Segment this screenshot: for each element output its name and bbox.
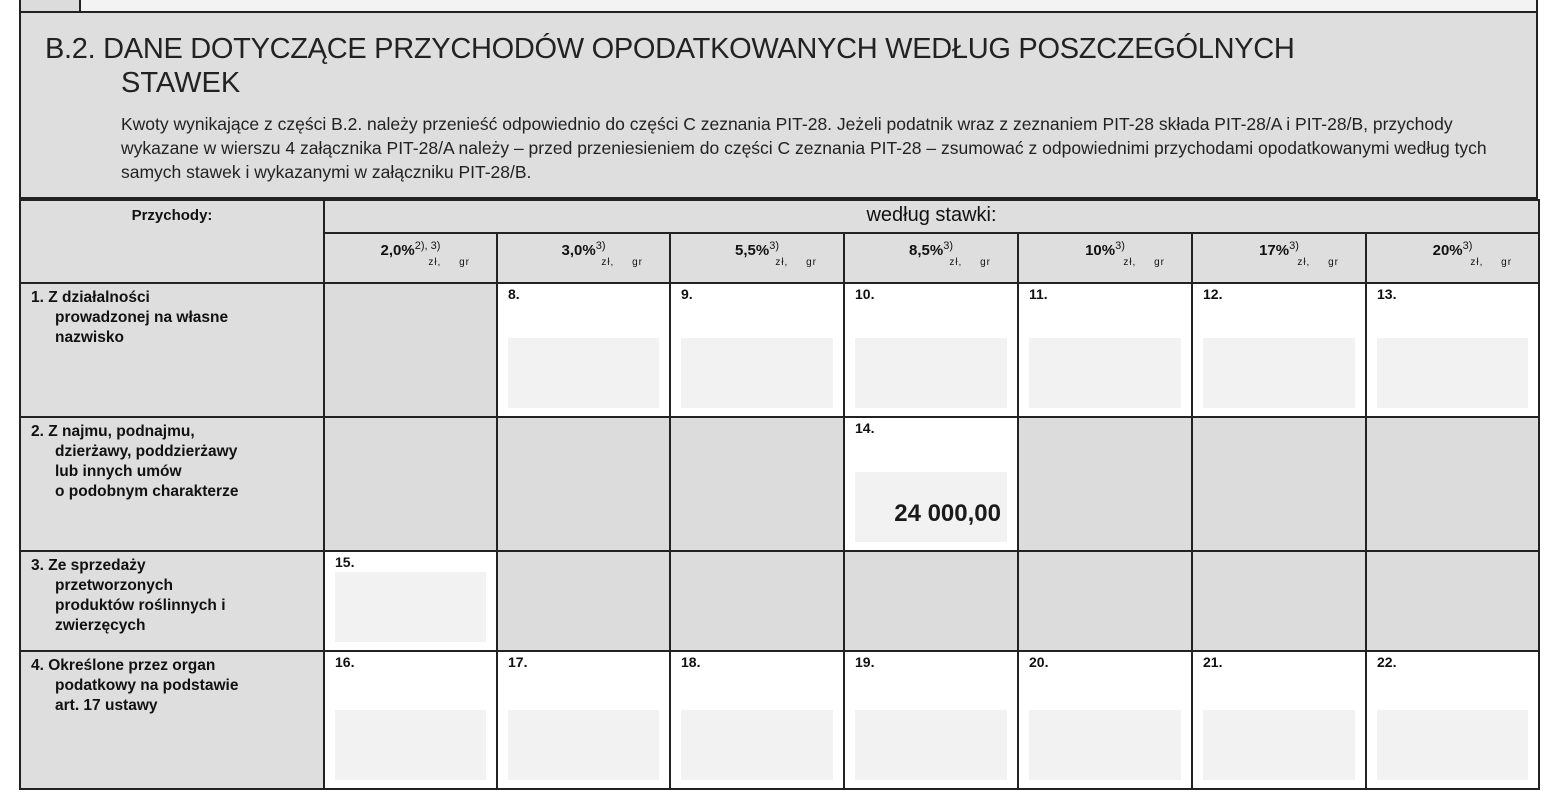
- disabled-cell: [844, 551, 1018, 651]
- rate-label: 5,5%: [735, 242, 770, 259]
- section-title-continued: STAWEK: [121, 67, 241, 99]
- section-description: Kwoty wynikające z części B.2. należy przenieść odpowiednio do części C zeznania PIT-28. Jeżeli podatnik wraz z zeznaniem PIT-28 składa PIT-28/A i PIT-28/B, przychody wykazane w wierszu 4 załącznika PIT-28/A należy – przed przeniesieniem do części C zeznania PIT-28 – zsumować z odpowiednimi przychodami opodatkowanymi według tych samych stawek i wykazanymi w załączniku PIT-28/B.: [121, 114, 1487, 182]
- disabled-cell: [324, 283, 497, 417]
- disabled-cell: [670, 551, 844, 651]
- field-number: 12.: [1203, 286, 1223, 302]
- table-row: [20, 417, 1539, 551]
- amount-input[interactable]: [1203, 338, 1355, 408]
- pit-28a-form-page: [19, 0, 1538, 789]
- amount-input[interactable]: [855, 472, 1007, 542]
- amount-input[interactable]: [1029, 710, 1181, 780]
- footnote-ref: 3): [1289, 240, 1299, 252]
- field-number: 15.: [335, 554, 355, 570]
- field-number: 20.: [1029, 654, 1049, 670]
- footnote-ref: 3): [943, 240, 953, 252]
- footnote-ref: 3): [1462, 240, 1473, 252]
- income-category-label: [20, 651, 324, 789]
- rate-column-header: [844, 233, 1018, 283]
- label-line: dzierżawy, poddzierżawy: [55, 443, 238, 460]
- disabled-cell: [324, 417, 497, 551]
- income-category-label: [20, 283, 324, 417]
- amount-cell: [324, 651, 497, 789]
- income-category-label: [20, 551, 324, 651]
- amount-input[interactable]: [681, 338, 833, 408]
- disabled-cell: [1192, 551, 1366, 651]
- amount-cell: [1018, 651, 1192, 789]
- label-line: podatkowy na podstawie: [55, 677, 239, 694]
- amount-input[interactable]: [1377, 710, 1528, 780]
- label-line: art. 17 ustawy: [55, 697, 158, 714]
- label-line: produktów roślinnych i: [55, 597, 226, 614]
- rate-column-header: [324, 233, 497, 283]
- footnote-ref: 3): [595, 240, 606, 252]
- currency-units: zł, gr: [1297, 257, 1339, 268]
- footnote-ref: 3): [1115, 240, 1125, 252]
- previous-section-cell: [21, 0, 81, 11]
- amount-input[interactable]: [855, 338, 1007, 408]
- rate-label: 2,0%: [380, 242, 415, 259]
- amount-cell: [324, 551, 497, 651]
- disabled-cell: [1018, 551, 1192, 651]
- section-b2-header: [19, 13, 1538, 199]
- field-number: 14.: [855, 420, 875, 436]
- field-number: 10.: [855, 286, 875, 302]
- label-line: o podobnym charakterze: [55, 483, 239, 500]
- amount-cell: [1192, 651, 1366, 789]
- amount-input[interactable]: [681, 710, 833, 780]
- label-line: lub innych umów: [55, 463, 182, 480]
- currency-units: zł, gr: [775, 257, 817, 268]
- amount-input[interactable]: [1029, 338, 1181, 408]
- rate-label: 3,0%: [561, 242, 596, 259]
- amount-cell: [844, 283, 1018, 417]
- rate-column-header: [497, 233, 670, 283]
- label-line: 2. Z najmu, podnajmu,: [31, 423, 195, 440]
- label-line: przetworzonych: [55, 577, 173, 594]
- rate-group-header: według stawki:: [324, 200, 1539, 233]
- section-title: B.2. DANE DOTYCZĄCE PRZYCHODÓW OPODATKOWANYCH WEDŁUG POSZCZEGÓLNYCH: [45, 33, 1295, 65]
- amount-cell: [497, 283, 670, 417]
- amount-cell: [670, 651, 844, 789]
- table-row: [20, 283, 1539, 417]
- rate-column-header: [670, 233, 844, 283]
- amount-input[interactable]: [508, 338, 659, 408]
- currency-units: zł, gr: [428, 257, 470, 268]
- field-number: 21.: [1203, 654, 1223, 670]
- amount-input[interactable]: [335, 572, 486, 642]
- amount-input[interactable]: [855, 710, 1007, 780]
- rate-label: 8,5%: [909, 242, 944, 259]
- label-line: 3. Ze sprzedaży: [31, 557, 146, 574]
- currency-units: zł, gr: [1470, 257, 1513, 268]
- amount-cell: [1366, 651, 1539, 789]
- field-number: 9.: [681, 286, 693, 302]
- rate-column-header: [1192, 233, 1366, 283]
- currency-units: zł, gr: [949, 257, 991, 268]
- table-row: [20, 551, 1539, 651]
- disabled-cell: [1192, 417, 1366, 551]
- label-line: 4. Określone przez organ: [31, 657, 216, 674]
- amount-cell: [844, 651, 1018, 789]
- amount-cell: [670, 283, 844, 417]
- field-number: 13.: [1377, 286, 1397, 302]
- currency-units: zł, gr: [601, 257, 643, 268]
- field-number: 11.: [1029, 286, 1048, 302]
- amount-cell: [1018, 283, 1192, 417]
- field-number: 8.: [508, 286, 520, 302]
- disabled-cell: [1366, 417, 1539, 551]
- amount-input[interactable]: [1377, 338, 1528, 408]
- disabled-cell: [497, 551, 670, 651]
- income-by-rate-table: [19, 199, 1540, 790]
- field-number: 16.: [335, 654, 355, 670]
- field-number: 17.: [508, 654, 528, 670]
- label-line: nazwisko: [55, 329, 124, 346]
- label-line: prowadzonej na własne: [55, 309, 229, 326]
- amount-value: 24 000,00: [894, 500, 1001, 527]
- disabled-cell: [1018, 417, 1192, 551]
- amount-cell: [1192, 283, 1366, 417]
- disabled-cell: [670, 417, 844, 551]
- income-category-label: [20, 417, 324, 551]
- table-row: [20, 651, 1539, 789]
- rate-column-header: [1018, 233, 1192, 283]
- amount-cell: [844, 417, 1018, 551]
- amount-cell: [1366, 283, 1539, 417]
- footnote-ref: 3): [769, 240, 779, 252]
- amount-input[interactable]: [1203, 710, 1355, 780]
- amount-input[interactable]: [508, 710, 659, 780]
- amount-cell: [497, 651, 670, 789]
- currency-units: zł, gr: [1123, 257, 1165, 268]
- disabled-cell: [1366, 551, 1539, 651]
- row-header-income: Przychody:: [20, 200, 324, 283]
- label-line: zwierzęcych: [55, 617, 146, 634]
- field-number: 19.: [855, 654, 875, 670]
- disabled-cell: [497, 417, 670, 551]
- label-line: 1. Z działalności: [31, 289, 150, 306]
- field-number: 18.: [681, 654, 701, 670]
- rate-label: 10%: [1085, 242, 1116, 259]
- footnote-ref: 2), 3): [414, 240, 441, 252]
- rate-column-header: [1366, 233, 1539, 283]
- rate-label: 20%: [1432, 242, 1463, 259]
- field-number: 22.: [1377, 654, 1397, 670]
- previous-section-border: [19, 0, 1538, 13]
- rate-label: 17%: [1259, 242, 1290, 259]
- amount-input[interactable]: [335, 710, 486, 780]
